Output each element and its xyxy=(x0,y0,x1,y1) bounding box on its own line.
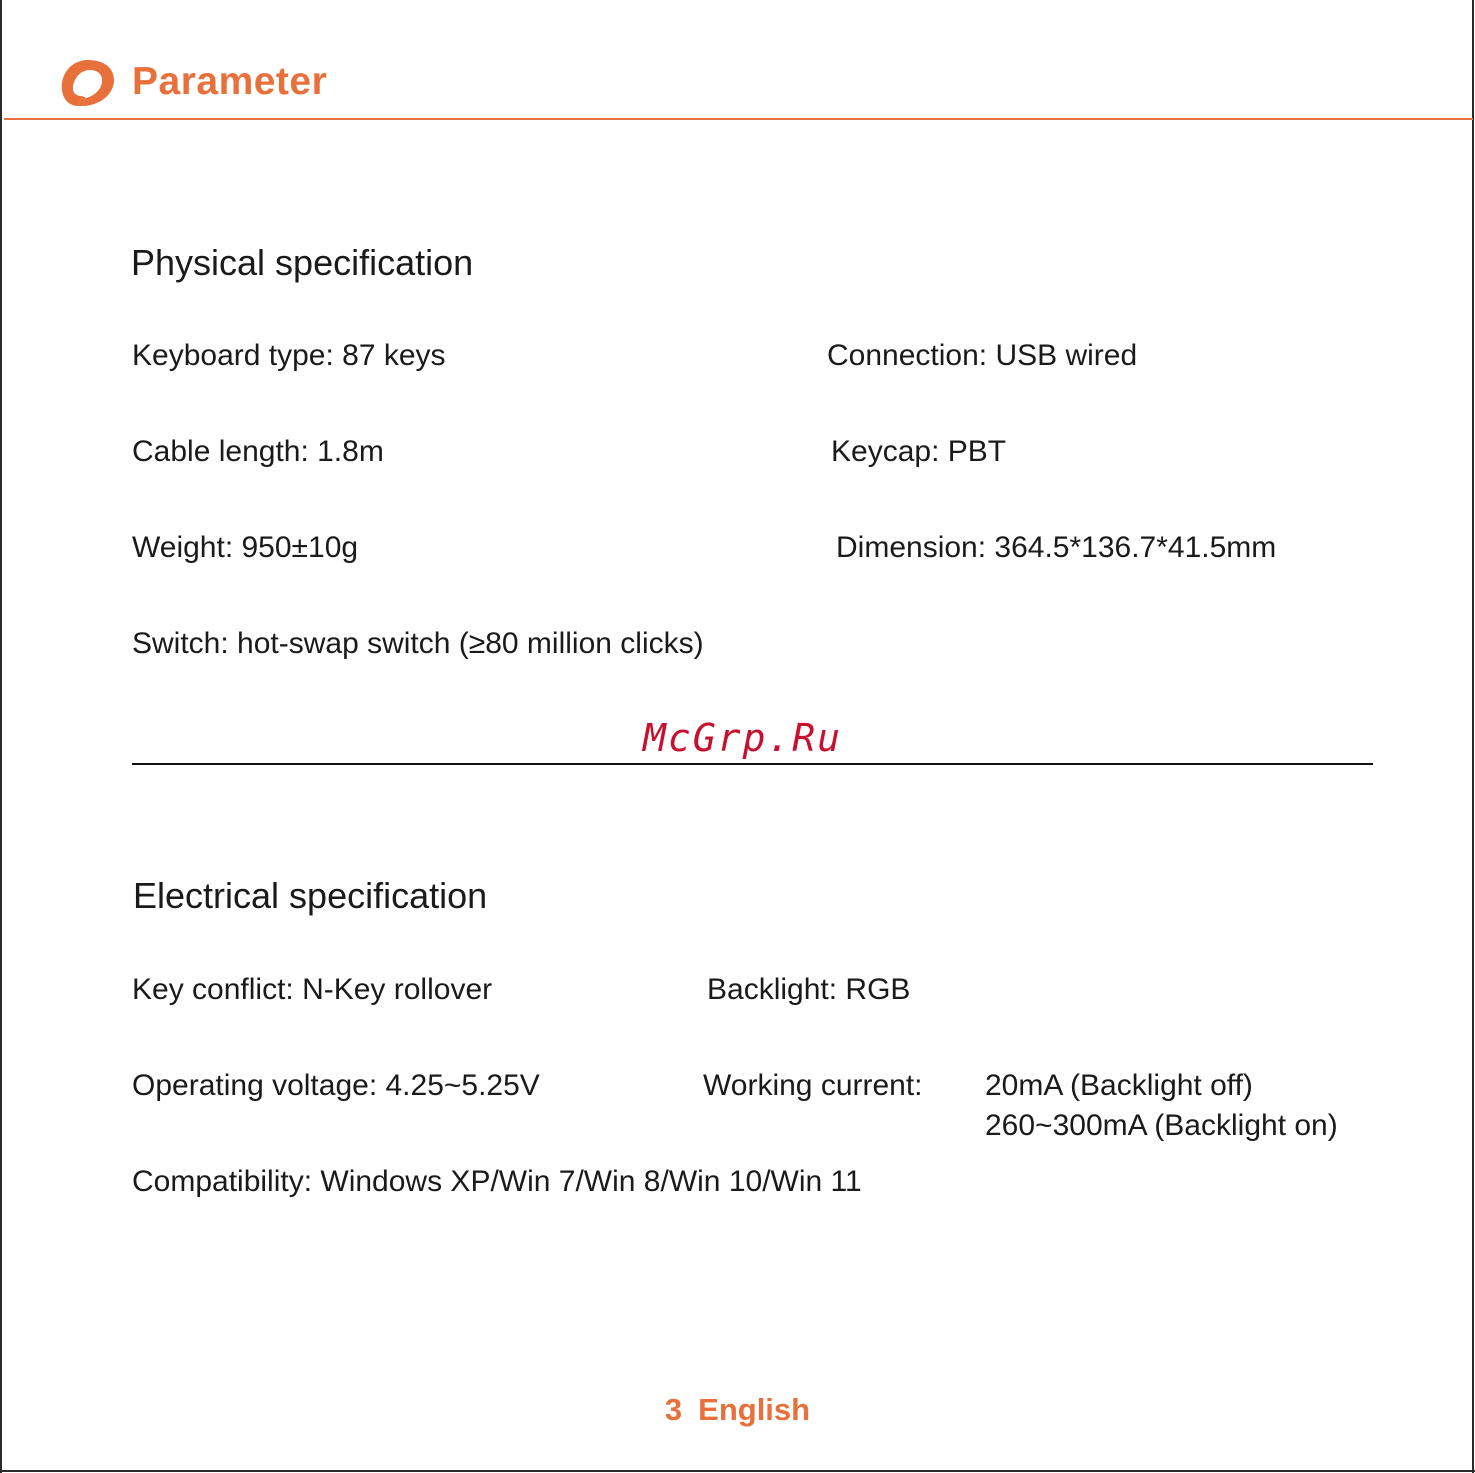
page-border-right xyxy=(1472,0,1474,1473)
operating-voltage-spec: Operating voltage: 4.25~5.25V xyxy=(132,1069,540,1102)
page-number: 3 xyxy=(664,1392,683,1427)
physical-section-title: Physical specification xyxy=(131,242,474,283)
page-footer xyxy=(0,1392,1475,1428)
language-label: English xyxy=(698,1392,811,1427)
backlight-spec: Backlight: RGB xyxy=(707,973,911,1006)
page-border-left xyxy=(0,0,2,1473)
dimension-spec: Dimension: 364.5*136.7*41.5mm xyxy=(836,531,1277,564)
keycap-spec: Keycap: PBT xyxy=(831,435,1007,468)
section-divider xyxy=(132,763,1373,765)
cable-length-spec: Cable length: 1.8m xyxy=(132,435,384,468)
watermark: McGrp.Ru xyxy=(643,716,843,760)
brand-logo-icon xyxy=(58,56,118,108)
working-current-label: Working current: xyxy=(703,1069,923,1102)
weight-spec: Weight: 950±10g xyxy=(132,531,359,564)
header-rule xyxy=(4,118,1473,120)
keyboard-type-spec: Keyboard type: 87 keys xyxy=(132,339,446,372)
working-current-off: 20mA (Backlight off) xyxy=(985,1069,1253,1102)
connection-spec: Connection: USB wired xyxy=(827,339,1138,372)
page-title: Parameter xyxy=(132,60,328,103)
key-conflict-spec: Key conflict: N-Key rollover xyxy=(132,973,493,1006)
working-current-on: 260~300mA (Backlight on) xyxy=(985,1109,1338,1142)
electrical-section-title: Electrical specification xyxy=(133,875,488,916)
switch-spec: Switch: hot-swap switch (≥80 million clicks) xyxy=(132,627,704,660)
page-border-bottom xyxy=(0,1470,1475,1472)
compatibility-spec: Compatibility: Windows XP/Win 7/Win 8/Win 10/Win 11 xyxy=(132,1165,862,1198)
